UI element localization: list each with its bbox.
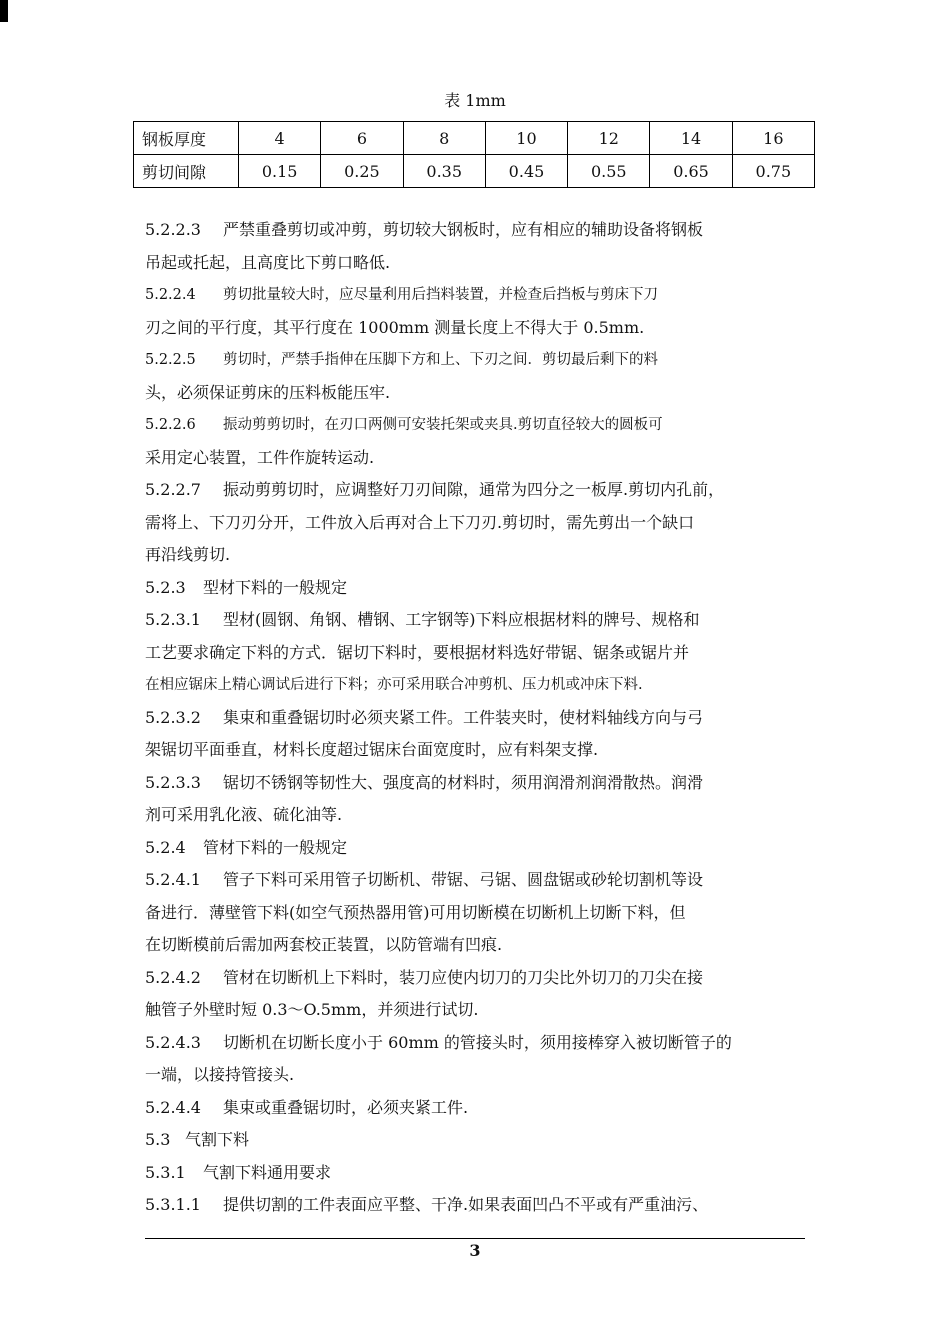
section-number: 5.2.3 bbox=[145, 577, 186, 597]
text-line bbox=[145, 929, 785, 962]
row-header: 剪切间隙 bbox=[134, 155, 239, 188]
text-line bbox=[145, 799, 785, 832]
body-text bbox=[145, 214, 785, 1222]
text-line bbox=[145, 442, 785, 475]
text-line bbox=[145, 247, 785, 280]
text-line bbox=[145, 864, 785, 897]
table-cell: 16 bbox=[732, 122, 814, 155]
clause-number: 5.2.2.6 bbox=[145, 417, 196, 433]
text-line bbox=[145, 539, 785, 572]
clause-number: 5.2.3.1 bbox=[145, 610, 201, 629]
table-cell: 14 bbox=[650, 122, 732, 155]
section-title: 气割下料通用要求 bbox=[203, 1162, 332, 1182]
clause-number: 5.2.4.2 bbox=[145, 967, 201, 987]
text-line bbox=[145, 604, 785, 637]
clause-number: 5.2.2.4 bbox=[145, 287, 196, 303]
text-line bbox=[145, 409, 785, 442]
section-title: 气割下料 bbox=[185, 1130, 250, 1149]
clause-text: 备进行．薄壁管下料(如空气预热器用管)可用切断模在切断机上切断下料，但 bbox=[145, 902, 686, 922]
section-heading bbox=[145, 1157, 785, 1190]
clause-text: 切断机在切断长度小于 60mm 的管接头时，须用接棒穿入被切断管子的 bbox=[223, 1032, 732, 1052]
clause-text: 在相应锯床上精心调试后进行下料；亦可采用联合冲剪机、压力机或冲床下料. bbox=[145, 677, 643, 693]
clause-text: 集束或重叠锯切时，必须夹紧工件. bbox=[223, 1097, 469, 1117]
text-line bbox=[145, 669, 785, 702]
clause-text: 一端，以接持管接头. bbox=[145, 1065, 295, 1084]
clause-text: 管材在切断机上下料时，装刀应使内切刀的刀尖比外切刀的刀尖在接 bbox=[223, 967, 704, 987]
text-line bbox=[145, 734, 785, 767]
clause-text: 在切断模前后需加两套校正装置，以防管端有凹痕. bbox=[145, 935, 503, 954]
table-cell: 12 bbox=[568, 122, 650, 155]
section-number: 5.3.1 bbox=[145, 1162, 186, 1182]
text-line bbox=[145, 702, 785, 735]
clause-number: 5.2.3.2 bbox=[145, 707, 201, 727]
row-header: 钢板厚度 bbox=[134, 122, 239, 155]
clause-text: 需将上、下刀刃分开，工件放入后再对合上下刀刃.剪切时，需先剪出一个缺口 bbox=[145, 512, 695, 532]
clause-text: 再沿线剪切. bbox=[145, 545, 231, 564]
clause-text: 提供切割的工件表面应平整、干净.如果表面凹凸不平或有严重油污、 bbox=[223, 1195, 709, 1214]
section-heading bbox=[145, 572, 785, 605]
table-cell: 0.75 bbox=[732, 155, 814, 188]
section-title: 管材下料的一般规定 bbox=[203, 837, 348, 857]
text-line bbox=[145, 377, 785, 410]
clause-text: 触管子外壁时短 0.3～O.5mm，并须进行试切. bbox=[145, 1000, 479, 1019]
clause-number: 5.3.1.1 bbox=[145, 1195, 201, 1214]
text-line bbox=[145, 1059, 785, 1092]
section-number: 5.3 bbox=[145, 1130, 171, 1149]
clause-text: 工艺要求确定下料的方式．锯切下料时，要根据材料选好带锯、锯条或锯片并 bbox=[145, 642, 690, 662]
page-number: 3 bbox=[469, 1241, 481, 1260]
table-row bbox=[134, 122, 815, 155]
clause-text: 头，必须保证剪床的压料板能压牢. bbox=[145, 382, 391, 402]
section-title: 型材下料的一般规定 bbox=[203, 577, 348, 597]
clause-text: 集束和重叠锯切时必须夹紧工件。工件装夹时，使材料轴线方向与弓 bbox=[223, 707, 704, 727]
text-line bbox=[145, 962, 785, 995]
clause-text: 振动剪剪切时，应调整好刀刃间隙，通常为四分之一板厚.剪切内孔前， bbox=[223, 480, 725, 499]
table-cell: 0.15 bbox=[239, 155, 321, 188]
clause-number: 5.2.4.1 bbox=[145, 870, 201, 889]
table-cell: 10 bbox=[485, 122, 567, 155]
clause-number: 5.2.4.3 bbox=[145, 1032, 201, 1052]
table-cell: 4 bbox=[239, 122, 321, 155]
text-line bbox=[145, 279, 785, 312]
section-number: 5.2.4 bbox=[145, 837, 186, 857]
clause-text: 剪切批量较大时，应尽量利用后挡料装置，并检查后挡板与剪床下刀 bbox=[223, 287, 658, 303]
text-line bbox=[145, 1027, 785, 1060]
text-line bbox=[145, 994, 785, 1027]
table-cell: 8 bbox=[403, 122, 485, 155]
text-line bbox=[145, 637, 785, 670]
text-line bbox=[145, 507, 785, 540]
clause-text: 振动剪剪切时，在刃口两侧可安装托架或夹具.剪切直径较大的圆板可 bbox=[223, 417, 663, 433]
section-heading bbox=[145, 832, 785, 865]
clause-text: 严禁重叠剪切或冲剪，剪切较大钢板时，应有相应的辅助设备将钢板 bbox=[223, 220, 704, 239]
clause-number: 5.2.2.5 bbox=[145, 352, 196, 368]
text-line bbox=[145, 1092, 785, 1125]
table-cell: 0.65 bbox=[650, 155, 732, 188]
clause-number: 5.2.2.3 bbox=[145, 220, 201, 239]
footer-rule bbox=[145, 1238, 805, 1239]
clause-text: 架锯切平面垂直，材料长度超过锯床台面宽度时，应有料架支撑. bbox=[145, 740, 599, 759]
clause-text: 刃之间的平行度，其平行度在 1000mm 测量长度上不得大于 0.5mm. bbox=[145, 317, 645, 337]
text-line bbox=[145, 214, 785, 247]
clause-text: 吊起或托起，且高度比下剪口略低. bbox=[145, 252, 391, 272]
clause-number: 5.2.2.7 bbox=[145, 480, 201, 499]
clause-text: 剂可采用乳化液、硫化油等. bbox=[145, 805, 343, 824]
clause-text: 采用定心装置，工件作旋转运动. bbox=[145, 447, 375, 467]
corner-mark bbox=[0, 0, 8, 22]
text-line bbox=[145, 312, 785, 345]
table-cell: 0.45 bbox=[485, 155, 567, 188]
table-cell: 0.55 bbox=[568, 155, 650, 188]
clause-number: 5.2.3.3 bbox=[145, 772, 201, 792]
table-cell: 0.25 bbox=[321, 155, 403, 188]
text-line bbox=[145, 897, 785, 930]
clause-text: 型材(圆钢、角钢、槽钢、工字钢等)下料应根据材料的牌号、规格和 bbox=[223, 610, 700, 629]
table-caption: 表 1mm bbox=[444, 91, 506, 110]
text-line bbox=[145, 344, 785, 377]
clause-text: 锯切不锈钢等韧性大、强度高的材料时，须用润滑剂润滑散热。润滑 bbox=[223, 772, 704, 792]
clause-text: 管子下料可采用管子切断机、带锯、弓锯、圆盘锯或砂轮切割机等设 bbox=[223, 870, 704, 889]
text-line bbox=[145, 767, 785, 800]
clause-number: 5.2.4.4 bbox=[145, 1097, 201, 1117]
clearance-table bbox=[133, 121, 815, 188]
table-cell: 6 bbox=[321, 122, 403, 155]
clause-text: 剪切时，严禁手指伸在压脚下方和上、下刃之间．剪切最后剩下的料 bbox=[223, 352, 658, 368]
text-line bbox=[145, 474, 785, 507]
table-row bbox=[134, 155, 815, 188]
table-cell: 0.35 bbox=[403, 155, 485, 188]
text-line bbox=[145, 1189, 785, 1222]
section-heading bbox=[145, 1124, 785, 1157]
